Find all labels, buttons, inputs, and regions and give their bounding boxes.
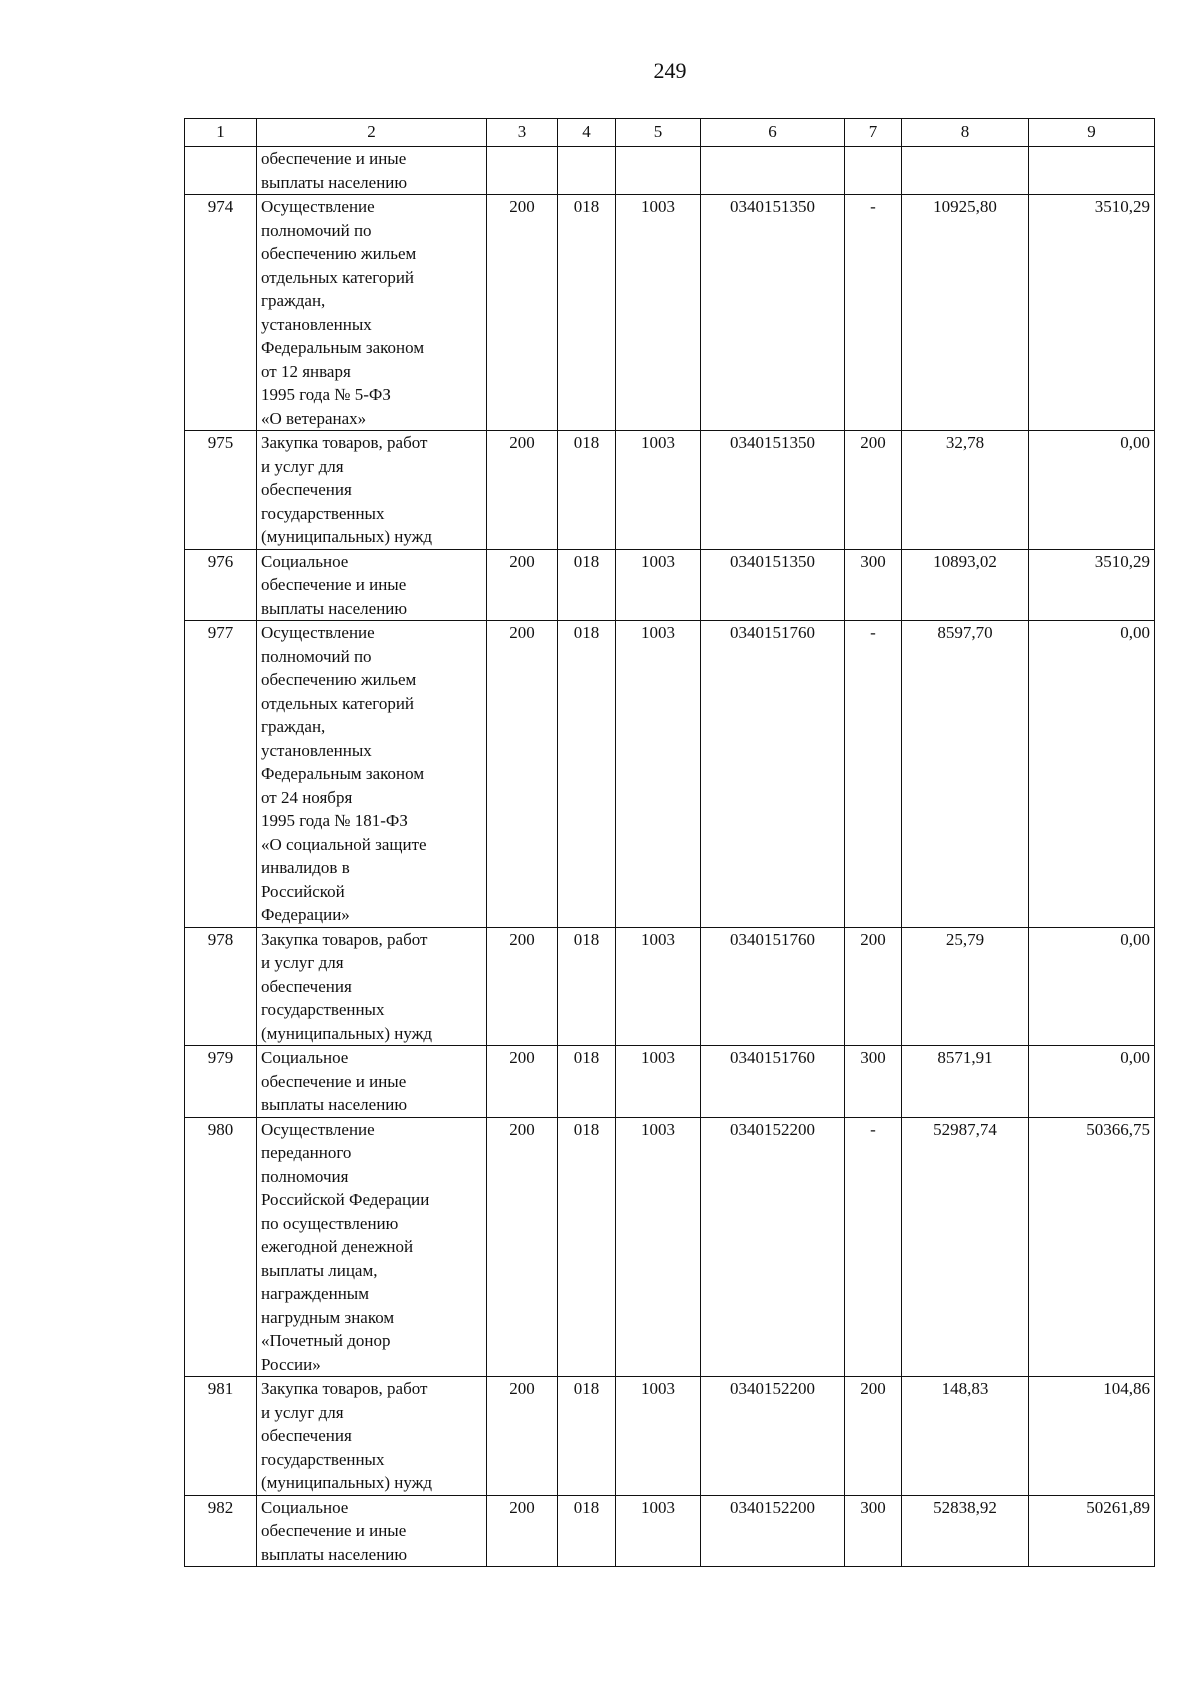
section-code-cell: [616, 431, 701, 550]
row-number-cell: [185, 1117, 257, 1377]
section-code-cell: [616, 621, 701, 928]
cell-value: 0,00: [1120, 433, 1150, 452]
section-code-cell: [616, 1046, 701, 1118]
table-row: [185, 549, 1155, 621]
item-name-text: Осуществление полномочий по обеспечению жильем отдельных категорий граждан, установленных Федеральным законом от 12 января 1995 года № 5-ФЗ «О ветеранах»: [261, 197, 425, 428]
amount-col8-cell: [902, 195, 1029, 431]
row-number-cell: [185, 195, 257, 431]
expense-type-cell: [845, 621, 902, 928]
cell-value: 018: [573, 1379, 600, 1398]
column-header: 8: [902, 119, 1029, 147]
expense-type-cell: [845, 1117, 902, 1377]
amount-col9-cell: [1029, 147, 1155, 195]
expense-type-cell: [845, 1495, 902, 1567]
item-name-text: обеспечение и иные выплаты населению: [261, 149, 408, 192]
row-number-cell: [185, 927, 257, 1046]
cell-value: 10893,02: [933, 551, 997, 571]
cell-value: 200: [509, 929, 535, 949]
amount-col9-cell: [1029, 195, 1155, 431]
item-name-text: Осуществление переданного полномочия Российской Федерации по осуществлению ежегодной денежной выплаты лицам, награжденным нагрудным знаком «Почетный донор России»: [261, 1119, 430, 1374]
cell-value: 0340151760: [730, 929, 815, 949]
department-code-cell: [558, 927, 616, 1046]
cell-value: 1003: [641, 1119, 675, 1139]
cell-value: 978: [207, 929, 234, 949]
amount-col9-cell: [1029, 431, 1155, 550]
section-code-cell: [616, 147, 701, 195]
cell-value: 200: [509, 551, 535, 571]
cell-value: 300: [860, 551, 886, 571]
cell-value: 200: [860, 433, 886, 452]
table-row: [185, 927, 1155, 1046]
cell-value: 10925,80: [933, 197, 997, 216]
column-header: 5: [616, 119, 701, 147]
cell-value: 200: [509, 623, 535, 642]
cell-value: 0340151350: [730, 197, 815, 216]
cell-value: 1003: [641, 1497, 675, 1517]
cell-value: 25,79: [945, 929, 985, 949]
section-code-cell: [616, 1117, 701, 1377]
cell-value: 200: [509, 1379, 535, 1398]
department-code-cell: [558, 621, 616, 928]
cell-value: 018: [573, 623, 600, 642]
cell-value: 200: [509, 1119, 535, 1139]
section-code-cell: [616, 195, 701, 431]
admin-code-cell: [487, 1117, 558, 1377]
column-header: 2: [257, 119, 487, 147]
cell-value: 018: [573, 1497, 600, 1517]
amount-col8-cell: [902, 1117, 1029, 1377]
amount-col9-cell: [1029, 621, 1155, 928]
amount-col8-cell: [902, 431, 1029, 550]
expense-type-cell: [845, 549, 902, 621]
cell-value: 018: [573, 197, 600, 216]
table-row: [185, 1377, 1155, 1496]
cell-value: 200: [509, 1048, 535, 1067]
table-row: [185, 1495, 1155, 1567]
cell-value: 0340152200: [730, 1379, 815, 1398]
item-name-text: Социальное обеспечение и иные выплаты населению: [261, 1497, 408, 1564]
amount-col9-cell: [1029, 549, 1155, 621]
admin-code-cell: [487, 195, 558, 431]
cell-value: 1003: [641, 1048, 675, 1067]
item-name-cell: [257, 549, 487, 621]
cell-value: 1003: [641, 623, 675, 642]
cell-value: -: [870, 623, 876, 642]
admin-code-cell: [487, 1046, 558, 1118]
cell-value: 018: [573, 1119, 600, 1139]
cell-value: 1003: [641, 551, 675, 571]
department-code-cell: [558, 1377, 616, 1496]
column-header: 6: [701, 119, 845, 147]
target-article-cell: [701, 431, 845, 550]
cell-value: 200: [509, 433, 535, 452]
department-code-cell: [558, 431, 616, 550]
cell-value: -: [870, 197, 876, 216]
table-row: [185, 1117, 1155, 1377]
cell-value: 50261,89: [1086, 1497, 1150, 1517]
cell-value: 018: [573, 551, 600, 571]
cell-value: 3510,29: [1094, 551, 1150, 571]
cell-value: 52987,74: [933, 1119, 997, 1139]
item-name-cell: [257, 147, 487, 195]
item-name-text: Закупка товаров, работ и услуг для обеспечения государственных (муниципальных) нужд: [261, 1379, 433, 1492]
table-row: [185, 431, 1155, 550]
amount-col8-cell: [902, 621, 1029, 928]
cell-value: 300: [860, 1048, 886, 1067]
section-code-cell: [616, 1377, 701, 1496]
column-header: 4: [558, 119, 616, 147]
expense-type-cell: [845, 147, 902, 195]
cell-value: 1003: [641, 433, 675, 452]
department-code-cell: [558, 147, 616, 195]
target-article-cell: [701, 1377, 845, 1496]
expense-type-cell: [845, 195, 902, 431]
page-number: 249: [653, 58, 687, 83]
item-name-cell: [257, 621, 487, 928]
cell-value: 300: [860, 1497, 886, 1517]
expense-type-cell: [845, 431, 902, 550]
cell-value: 982: [207, 1497, 234, 1517]
cell-value: 200: [509, 1497, 535, 1517]
cell-value: 200: [860, 1379, 886, 1398]
cell-value: 0,00: [1120, 623, 1150, 642]
cell-value: 981: [207, 1379, 234, 1398]
item-name-cell: [257, 1117, 487, 1377]
row-number-cell: [185, 1377, 257, 1496]
cell-value: 8571,91: [937, 1048, 993, 1067]
department-code-cell: [558, 195, 616, 431]
admin-code-cell: [487, 431, 558, 550]
cell-value: -: [870, 1119, 876, 1139]
cell-value: 018: [573, 1048, 600, 1067]
cell-value: 104,86: [1103, 1379, 1150, 1398]
cell-value: 974: [207, 197, 234, 216]
cell-value: 200: [860, 929, 886, 949]
amount-col8-cell: [902, 1046, 1029, 1118]
cell-value: 018: [573, 929, 600, 949]
budget-table: [184, 118, 1155, 1567]
row-number-cell: [185, 621, 257, 928]
header-row: [185, 119, 1155, 147]
expense-type-cell: [845, 927, 902, 1046]
cell-value: 0340151760: [730, 1048, 815, 1067]
table-row: [185, 195, 1155, 431]
column-header: 3: [487, 119, 558, 147]
amount-col8-cell: [902, 549, 1029, 621]
cell-value: 200: [509, 197, 535, 216]
cell-value: 0,00: [1120, 1048, 1150, 1067]
cell-value: 976: [207, 551, 234, 571]
item-name-cell: [257, 195, 487, 431]
row-number-cell: [185, 431, 257, 550]
table-row: [185, 1046, 1155, 1118]
row-number-cell: [185, 549, 257, 621]
expense-type-cell: [845, 1377, 902, 1496]
item-name-text: Осуществление полномочий по обеспечению жильем отдельных категорий граждан, установленных Федеральным законом от 24 ноября 1995 года № 181-ФЗ «О социальной защите инвалидов в Российской Федерации»: [261, 623, 427, 924]
row-number-cell: [185, 1046, 257, 1118]
cell-value: 3510,29: [1094, 197, 1150, 216]
department-code-cell: [558, 1495, 616, 1567]
target-article-cell: [701, 195, 845, 431]
item-name-cell: [257, 1495, 487, 1567]
department-code-cell: [558, 1046, 616, 1118]
cell-value: 50366,75: [1086, 1119, 1150, 1139]
amount-col9-cell: [1029, 927, 1155, 1046]
item-name-text: Закупка товаров, работ и услуг для обеспечения государственных (муниципальных) нужд: [261, 433, 433, 546]
admin-code-cell: [487, 549, 558, 621]
section-code-cell: [616, 927, 701, 1046]
item-name-text: Социальное обеспечение и иные выплаты населению: [261, 551, 408, 618]
item-name-cell: [257, 1377, 487, 1496]
department-code-cell: [558, 549, 616, 621]
department-code-cell: [558, 1117, 616, 1377]
cell-value: 1003: [641, 1379, 675, 1398]
column-header: 1: [185, 119, 257, 147]
row-number-cell: [185, 1495, 257, 1567]
amount-col8-cell: [902, 1495, 1029, 1567]
cell-value: 52838,92: [933, 1497, 997, 1517]
target-article-cell: [701, 621, 845, 928]
cell-value: 148,83: [941, 1379, 989, 1398]
cell-value: 1003: [641, 929, 675, 949]
admin-code-cell: [487, 147, 558, 195]
amount-col8-cell: [902, 147, 1029, 195]
target-article-cell: [701, 927, 845, 1046]
target-article-cell: [701, 1495, 845, 1567]
amount-col8-cell: [902, 927, 1029, 1046]
admin-code-cell: [487, 1495, 558, 1567]
cell-value: 8597,70: [937, 623, 993, 642]
cell-value: 0340152200: [730, 1497, 815, 1517]
amount-col9-cell: [1029, 1046, 1155, 1118]
item-name-cell: [257, 1046, 487, 1118]
target-article-cell: [701, 147, 845, 195]
cell-value: 975: [207, 433, 234, 452]
item-name-text: Социальное обеспечение и иные выплаты населению: [261, 1048, 408, 1114]
item-name-cell: [257, 927, 487, 1046]
item-name-text: Закупка товаров, работ и услуг для обеспечения государственных (муниципальных) нужд: [261, 929, 433, 1043]
cell-value: 979: [207, 1048, 234, 1067]
cell-value: 0340152200: [730, 1119, 815, 1139]
target-article-cell: [701, 549, 845, 621]
cell-value: 0340151760: [730, 623, 815, 642]
column-header: 9: [1029, 119, 1155, 147]
cell-value: 980: [207, 1119, 234, 1139]
amount-col8-cell: [902, 1377, 1029, 1496]
amount-col9-cell: [1029, 1495, 1155, 1567]
column-header: 7: [845, 119, 902, 147]
row-number-cell: [185, 147, 257, 195]
cell-value: 0340151350: [730, 433, 815, 452]
target-article-cell: [701, 1046, 845, 1118]
cell-value: 0340151350: [730, 551, 815, 571]
admin-code-cell: [487, 927, 558, 1046]
item-name-cell: [257, 431, 487, 550]
cell-value: 977: [207, 623, 234, 642]
target-article-cell: [701, 1117, 845, 1377]
amount-col9-cell: [1029, 1117, 1155, 1377]
cell-value: 1003: [641, 197, 675, 216]
section-code-cell: [616, 1495, 701, 1567]
cell-value: 0,00: [1120, 929, 1150, 949]
table-body: [185, 147, 1155, 1567]
admin-code-cell: [487, 1377, 558, 1496]
table-row: [185, 621, 1155, 928]
amount-col9-cell: [1029, 1377, 1155, 1496]
admin-code-cell: [487, 621, 558, 928]
cell-value: 018: [573, 433, 600, 452]
table-row: [185, 147, 1155, 195]
section-code-cell: [616, 549, 701, 621]
expense-type-cell: [845, 1046, 902, 1118]
cell-value: 32,78: [945, 433, 985, 452]
